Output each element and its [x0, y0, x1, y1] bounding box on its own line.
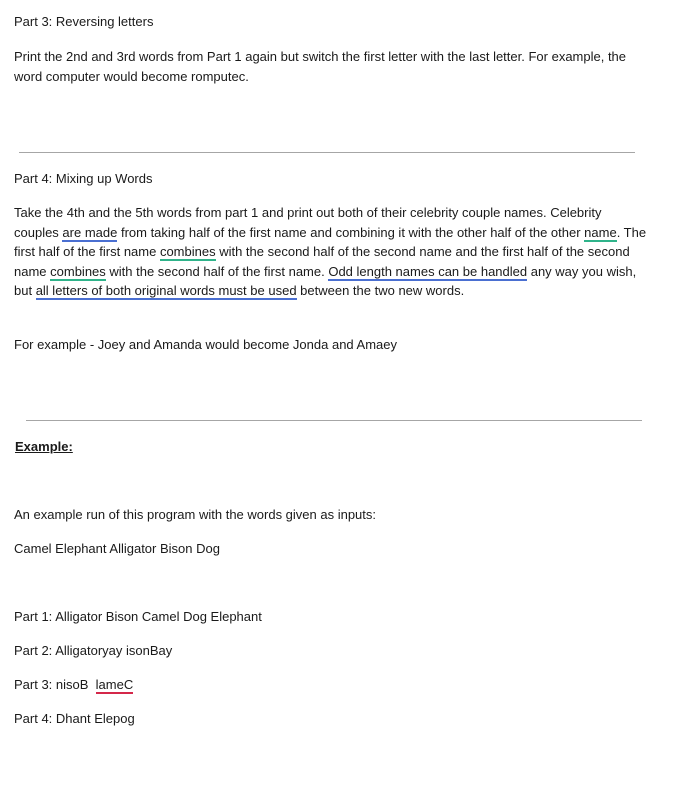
output-part4: Part 4: Dhant Elepog — [14, 711, 135, 726]
part4-text-7: between the two new words. — [296, 283, 465, 299]
example-intro: An example run of this program with the words given as inputs: — [14, 507, 377, 522]
part4-heading: Part 4: Mixing up Words — [14, 171, 153, 186]
grammar-flag-odd-length: Odd length names can be handled — [328, 263, 528, 279]
spelling-flag-lamec: lameC — [95, 677, 134, 692]
part3-body: Print the 2nd and 3rd words from Part 1 again but switch the first letter with the last letter. For example, the word computer would become romputec. — [14, 49, 627, 84]
grammar-flag-are-made: are made — [62, 224, 118, 240]
part4-text-1: Take the 4th and the 5th words from part 1 and print out both of their celebrity couple names. Celebrity couples — [14, 205, 602, 240]
part4-body — [14, 203, 648, 301]
grammar-flag-all-letters: all letters of both original words must be used — [35, 283, 297, 299]
grammar-flag-combines-2: combines — [50, 263, 106, 279]
part3-heading: Part 3: Reversing letters — [14, 14, 154, 29]
example-heading: Example: — [15, 439, 73, 454]
example-inputs: Camel Elephant Alligator Bison Dog — [14, 541, 220, 556]
part4-text-6: any way you wish, but — [14, 263, 637, 299]
part4-text-2: from taking half of the first name and combining it with the other half of the other — [117, 224, 585, 240]
part4-text-5: with the second half of the first name. — [105, 263, 329, 279]
grammar-flag-combines-1: combines — [159, 244, 216, 260]
output-part3 — [14, 675, 133, 695]
part4-text-4: with the second half of the second name and the first half of the second name — [14, 244, 630, 279]
grammar-flag-name: name — [584, 224, 617, 240]
output-part3-prefix: Part 3: nisoB — [14, 677, 96, 692]
part4-example: For example - Joey and Amanda would become Jonda and Amaey — [14, 337, 398, 352]
divider-2 — [26, 420, 642, 421]
divider-1 — [19, 152, 635, 153]
output-part1: Part 1: Alligator Bison Camel Dog Elephant — [14, 609, 262, 624]
output-part2: Part 2: Alligatoryay isonBay — [14, 643, 173, 658]
part4-text-3: . The first half of the first name — [14, 224, 647, 260]
